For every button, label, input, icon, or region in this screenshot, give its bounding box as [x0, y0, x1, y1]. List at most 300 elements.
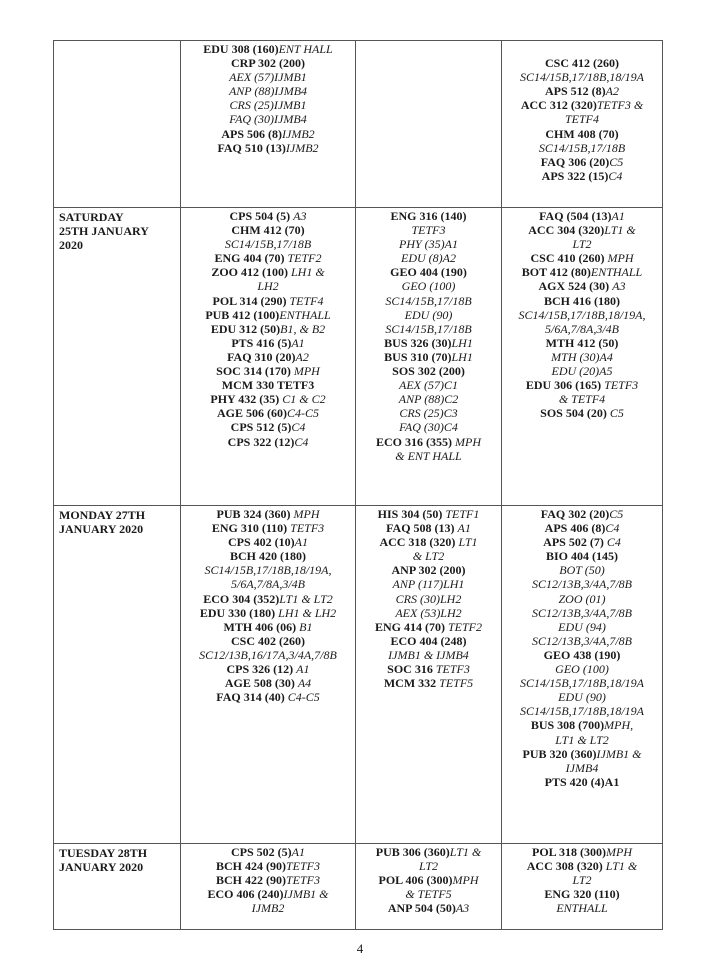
course-code: ECO 406 (240)	[207, 887, 284, 902]
venue-text: EDU (8)A2	[401, 251, 456, 266]
exam-entry-line	[183, 127, 353, 141]
venue-text: 5/6A,7/8A,3/4B	[231, 577, 305, 592]
session-cell	[502, 506, 663, 844]
exam-entry-line	[358, 648, 499, 662]
course-code: PUB 306 (360)	[375, 845, 450, 859]
course-code: ACC 312 (320)	[520, 98, 597, 113]
venue-text: IJMB1 & IJMB4	[388, 647, 469, 662]
venue-text: SC14/15B,17/18B	[224, 237, 312, 252]
session-cell	[181, 844, 356, 930]
exam-entry-line	[504, 141, 660, 155]
day-label-line: 2020	[59, 238, 83, 253]
day-cell	[54, 506, 181, 844]
exam-entry-line	[504, 676, 660, 690]
course-code: FAQ (504 (13)	[539, 209, 612, 223]
exam-entry-line	[504, 308, 660, 322]
course-code: PTS 420 (4)A1	[544, 774, 620, 789]
venue-text: A1	[296, 662, 310, 677]
exam-entry-line	[183, 84, 353, 98]
exam-entry-line	[504, 592, 660, 606]
exam-entry-line	[183, 676, 353, 690]
exam-entry-line	[504, 237, 660, 251]
exam-entry-line	[504, 662, 660, 676]
venue-text: C4	[605, 521, 620, 536]
exam-entry-line	[358, 620, 499, 634]
exam-entry-line	[183, 265, 353, 279]
exam-entry-line	[358, 873, 499, 887]
course-code: FAQ 302 (20)	[540, 507, 610, 521]
venue-text: TETF4	[289, 293, 324, 308]
course-code: ECO 404 (248)	[390, 633, 467, 648]
day-cell	[54, 208, 181, 506]
course-code: ENG 320 (110)	[544, 887, 620, 902]
exam-entry-line	[183, 549, 353, 563]
venue-text: IJMB1 &	[596, 746, 642, 761]
venue-text: C5	[609, 406, 624, 421]
venue-text: BOT (50)	[559, 563, 605, 578]
exam-entry-line	[504, 169, 660, 183]
exam-entry-line	[504, 392, 660, 406]
exam-entry-line	[358, 322, 499, 336]
exam-entry-line	[358, 237, 499, 251]
venue-text: IJMB1 &	[283, 887, 329, 902]
exam-entry-line	[504, 378, 660, 392]
venue-text: LH1	[451, 335, 473, 350]
venue-text: TETF3	[435, 662, 470, 677]
table-row	[54, 506, 663, 844]
exam-entry-line	[183, 322, 353, 336]
venue-text: C5	[609, 507, 624, 521]
venue-text: SC14/15B,17/18B	[538, 140, 626, 155]
exam-entry-line	[358, 251, 499, 265]
venue-text: TETF3	[411, 223, 446, 238]
course-code: PUB 320 (360)	[522, 746, 597, 761]
venue-text: AEX (57)C1	[399, 378, 458, 393]
venue-text: A1	[294, 535, 308, 550]
venue-text: CRS (30)LH2	[395, 591, 462, 606]
venue-text: EDU (90)	[404, 307, 453, 322]
session-cell	[181, 506, 356, 844]
venue-text: LT2	[572, 237, 592, 252]
course-code: PHY 432 (35)	[210, 392, 283, 407]
exam-entry-line	[358, 606, 499, 620]
course-code: CSC 402 (260)	[231, 633, 305, 648]
exam-entry-line	[183, 308, 353, 322]
exam-entry-line	[183, 873, 353, 887]
exam-entry-line	[504, 265, 660, 279]
exam-entry-line	[504, 322, 660, 336]
course-code: FAQ 314 (40)	[216, 690, 288, 705]
session-cell	[502, 208, 663, 506]
exam-entry-line	[358, 209, 499, 223]
course-code: ANP 302 (200)	[391, 563, 466, 578]
venue-text: C1 & C2	[282, 392, 326, 407]
exam-entry-line	[504, 577, 660, 591]
exam-entry-line	[504, 887, 660, 901]
day-label-line: JANUARY 2020	[59, 860, 144, 875]
venue-text: MPH	[452, 873, 479, 888]
course-code: CSC 412 (260)	[545, 56, 619, 71]
venue-text: A1	[457, 521, 471, 536]
venue-text: 5/6A,7/8A,3/4B	[545, 321, 619, 336]
venue-text: LT1 & LT2	[279, 591, 333, 606]
venue-text: TETF3	[285, 859, 320, 874]
venue-text: SC12/13B,3/4A,7/8B	[532, 605, 632, 620]
exam-entry-line	[183, 563, 353, 577]
exam-entry-line	[358, 294, 499, 308]
exam-entry-line	[358, 676, 499, 690]
table-row	[54, 844, 663, 930]
exam-entry-line	[183, 901, 353, 915]
exam-entry-line	[358, 279, 499, 293]
course-code: MTH 412 (50)	[545, 335, 619, 350]
exam-entry-line	[504, 901, 660, 915]
exam-entry-line	[183, 535, 353, 549]
exam-entry-line	[504, 336, 660, 350]
exam-entry-line	[183, 112, 353, 126]
exam-entry-line	[183, 223, 353, 237]
venue-text: LH2	[257, 279, 279, 294]
course-code: FAQ 310 (20)	[227, 349, 296, 364]
course-code: SOS 504 (20)	[540, 406, 610, 421]
venue-text: SC14/15B,17/18B	[385, 321, 472, 336]
venue-text: & LT2	[412, 549, 445, 564]
session-cell	[356, 844, 502, 930]
venue-text: TETF2	[287, 251, 322, 266]
exam-entry-line	[183, 392, 353, 406]
exam-entry-line	[504, 704, 660, 718]
course-code: POL 314 (290)	[212, 293, 290, 308]
exam-entry-line	[358, 592, 499, 606]
course-code: APS 322 (15)	[541, 168, 609, 183]
course-code: ACC 318 (320)	[379, 535, 459, 550]
exam-entry-line	[504, 507, 660, 521]
exam-entry-line	[183, 98, 353, 112]
exam-entry-line	[183, 859, 353, 873]
exam-entry-line	[358, 859, 499, 873]
exam-entry-line	[504, 294, 660, 308]
course-code: APS 502 (7)	[543, 535, 607, 550]
course-code: BCH 422 (90)	[215, 873, 286, 888]
course-code: POL 406 (300)	[378, 873, 453, 888]
venue-text: C4-C5	[287, 690, 320, 705]
exam-entry-line	[183, 378, 353, 392]
venue-text: IJMB2	[282, 126, 315, 141]
venue-text: CRS (25)C3	[399, 406, 458, 421]
exam-entry-line	[504, 350, 660, 364]
exam-entry-line	[183, 294, 353, 308]
session-cell	[502, 41, 663, 208]
exam-entry-line	[183, 350, 353, 364]
exam-entry-line	[358, 350, 499, 364]
course-code: SOC 316	[387, 662, 436, 677]
venue-text: MPH,	[604, 718, 634, 733]
venue-text: TETF5	[439, 676, 474, 691]
course-code: BUS 310 (70)	[384, 349, 452, 364]
course-code: MCM 330 TETF3	[221, 378, 315, 393]
exam-entry-line	[358, 535, 499, 549]
course-code: MCM 332	[383, 676, 440, 691]
course-code: ENG 404 (70)	[214, 251, 288, 266]
course-code: MTH 406 (06)	[223, 619, 300, 634]
venue-text: ENT HALL	[278, 42, 333, 56]
course-code: APS 512 (8)	[544, 84, 606, 99]
exam-entry-line	[504, 521, 660, 535]
exam-entry-line	[183, 70, 353, 84]
session-cell	[356, 41, 502, 208]
venue-text: ANP (117)LH1	[392, 577, 465, 592]
venue-text: SC14/15B,17/18B,18/19A	[520, 704, 644, 719]
course-code: AGE 506 (60)	[216, 406, 287, 421]
day-label-line: 25TH JANUARY	[59, 224, 149, 239]
course-code: ZOO 412 (100)	[211, 265, 291, 280]
exam-entry-line	[504, 98, 660, 112]
exam-entry-line	[504, 535, 660, 549]
exam-entry-line	[504, 42, 660, 56]
venue-text: LH1 &	[290, 265, 325, 280]
venue-text: C4	[294, 434, 309, 449]
venue-text: MPH	[293, 507, 320, 521]
exam-entry-line	[358, 308, 499, 322]
course-code: EDU 308 (160)	[203, 42, 279, 56]
exam-entry-line	[358, 420, 499, 434]
venue-text: SC14/15B,17/18B,18/19A	[520, 676, 644, 691]
venue-text: EDU (20)A5	[551, 364, 613, 379]
session-cell	[181, 41, 356, 208]
exam-entry-line	[504, 733, 660, 747]
day-cell	[54, 844, 181, 930]
exam-entry-line	[504, 873, 660, 887]
venue-text: CRS (25)IJMB1	[229, 98, 307, 113]
course-code: CHM 408 (70)	[545, 126, 619, 141]
course-code: SOS 302 (200)	[392, 364, 465, 379]
venue-text: C4	[608, 168, 623, 183]
venue-text: LT1 &	[605, 859, 638, 874]
venue-text: A1	[291, 335, 305, 350]
venue-text: LH1	[451, 349, 473, 364]
exam-entry-line	[504, 549, 660, 563]
exam-entry-line	[358, 392, 499, 406]
course-code: GEO 438 (190)	[543, 647, 621, 662]
course-code: BIO 404 (145)	[546, 549, 618, 564]
exam-entry-line	[504, 84, 660, 98]
exam-entry-line	[183, 620, 353, 634]
day-cell	[54, 41, 181, 208]
session-cell	[356, 506, 502, 844]
venue-text: A3	[612, 279, 626, 294]
exam-timetable	[53, 40, 663, 930]
exam-entry-line	[504, 209, 660, 223]
exam-entry-line	[358, 887, 499, 901]
exam-entry-line	[183, 887, 353, 901]
venue-text: ENTHALL	[556, 901, 608, 916]
venue-text: PHY (35)A1	[399, 237, 458, 252]
exam-entry-line	[358, 634, 499, 648]
exam-entry-line	[358, 507, 499, 521]
venue-text: TETF2	[447, 619, 482, 634]
exam-entry-line	[504, 845, 660, 859]
exam-entry-line	[358, 336, 499, 350]
exam-entry-line	[358, 364, 499, 378]
exam-entry-line	[358, 577, 499, 591]
course-code: CPS 326 (12)	[226, 662, 297, 677]
venue-text: ENTHALL	[279, 307, 331, 322]
exam-entry-line	[183, 56, 353, 70]
exam-entry-line	[504, 112, 660, 126]
day-label-line: JANUARY 2020	[59, 522, 144, 537]
course-code: PTS 416 (5)	[231, 335, 292, 350]
course-code: BUS 308 (700)	[530, 718, 605, 733]
venue-text: EDU (94)	[558, 619, 606, 634]
exam-entry-line	[504, 155, 660, 169]
exam-entry-line	[504, 563, 660, 577]
course-code: BOT 412 (80)	[521, 265, 591, 280]
exam-entry-line	[504, 406, 660, 420]
course-code: ACC 308 (320)	[526, 859, 606, 874]
course-code: POL 318 (300)	[532, 845, 606, 859]
course-code: ECO 304 (352)	[203, 591, 280, 606]
session-cell	[502, 844, 663, 930]
course-code: FAQ 306 (20)	[540, 154, 610, 169]
course-code: SOC 314 (170)	[216, 364, 294, 379]
course-code: APS 506 (8)	[221, 126, 282, 141]
venue-text: A1	[611, 209, 625, 223]
course-code: BCH 424 (90)	[215, 859, 286, 874]
exam-entry-line	[504, 127, 660, 141]
venue-text: TETF1	[445, 507, 480, 521]
venue-text: LT1 &	[604, 223, 636, 238]
exam-entry-line	[504, 634, 660, 648]
venue-text: AEX (57)IJMB1	[229, 70, 307, 85]
exam-entry-line	[504, 606, 660, 620]
venue-text: MPH	[607, 251, 634, 266]
exam-entry-line	[183, 845, 353, 859]
venue-text: C4	[606, 535, 621, 550]
exam-entry-line	[183, 141, 353, 155]
venue-text: ANP (88)C2	[398, 392, 459, 407]
venue-text: TETF3	[604, 378, 639, 393]
venue-text: A3	[455, 901, 470, 916]
exam-entry-line	[358, 521, 499, 535]
course-code: APS 406 (8)	[544, 521, 606, 536]
exam-entry-line	[358, 378, 499, 392]
venue-text: SC14/15B,17/18B,18/19A	[520, 70, 644, 85]
exam-entry-line	[183, 592, 353, 606]
exam-entry-line	[183, 364, 353, 378]
exam-entry-line	[504, 718, 660, 732]
exam-entry-line	[183, 237, 353, 251]
venue-text: LH1 & LH2	[278, 605, 337, 620]
venue-text: GEO (100)	[401, 279, 456, 294]
venue-text: C4-C5	[286, 406, 319, 421]
venue-text: FAQ (30)IJMB4	[229, 112, 307, 127]
venue-text: A3	[293, 209, 307, 223]
exam-entry-line	[183, 606, 353, 620]
day-label-line: TUESDAY 28TH	[59, 846, 148, 860]
venue-text: SC12/13B,3/4A,7/8B	[532, 577, 632, 592]
venue-text: A2	[295, 349, 309, 364]
course-code: AGX 524 (30)	[538, 279, 613, 294]
venue-text: TETF3	[285, 873, 320, 888]
venue-text: & TETF4	[558, 392, 606, 407]
course-code: BCH 420 (180)	[230, 549, 306, 564]
exam-entry-line	[358, 406, 499, 420]
course-code: FAQ 510 (13)	[217, 140, 286, 155]
course-code: EDU 312 (50)	[210, 321, 281, 336]
venue-text: B1	[299, 619, 313, 634]
course-code: PUB 412 (100)	[205, 307, 280, 322]
course-code: ACC 304 (320)	[528, 223, 605, 238]
venue-text: GEO (100)	[555, 662, 609, 677]
exam-entry-line	[358, 563, 499, 577]
venue-text: B1, & B2	[280, 321, 326, 336]
venue-text: SC14/15B,17/18B,18/19A,	[518, 307, 646, 322]
course-code: ENG 414 (70)	[374, 619, 448, 634]
exam-entry-line	[358, 435, 499, 449]
exam-entry-line	[504, 279, 660, 293]
course-code: EDU 306 (165)	[525, 378, 605, 393]
course-code: FAQ 508 (13)	[386, 521, 458, 536]
exam-entry-line	[504, 690, 660, 704]
course-code: CPS 502 (5)	[230, 845, 292, 859]
exam-entry-line	[183, 634, 353, 648]
venue-text: A1	[291, 845, 305, 859]
venue-text: IJMB2	[251, 901, 285, 916]
venue-text: C5	[609, 154, 624, 169]
course-code: CPS 402 (10)	[227, 535, 295, 550]
exam-entry-line	[504, 761, 660, 775]
exam-entry-line	[183, 209, 353, 223]
exam-entry-line	[358, 449, 499, 463]
exam-entry-line	[504, 251, 660, 265]
venue-text: MPH	[455, 434, 481, 449]
venue-text: SC14/15B,17/18B	[385, 293, 472, 308]
course-code: BCH 416 (180)	[544, 293, 620, 308]
exam-entry-line	[504, 859, 660, 873]
exam-entry-line	[183, 521, 353, 535]
exam-entry-line	[183, 420, 353, 434]
course-code: CRP 302 (200)	[231, 56, 305, 71]
venue-text: TETF4	[564, 112, 599, 127]
venue-text: LT1 & LT2	[555, 732, 609, 747]
course-code: GEO 404 (190)	[390, 265, 467, 280]
exam-entry-line	[358, 901, 499, 915]
course-code: CHM 412 (70)	[231, 223, 305, 238]
exam-entry-line	[183, 662, 353, 676]
exam-entry-line	[183, 42, 353, 56]
venue-text: MPH	[293, 364, 320, 379]
exam-entry-line	[504, 56, 660, 70]
exam-entry-line	[504, 364, 660, 378]
course-code: PUB 324 (360)	[216, 507, 294, 521]
exam-entry-line	[183, 251, 353, 265]
venue-text: IJMB2	[285, 140, 319, 155]
exam-entry-line	[358, 845, 499, 859]
course-code: CSC 410 (260)	[530, 251, 608, 266]
course-code: ANP 504 (50)	[387, 901, 456, 916]
table-row	[54, 41, 663, 208]
venue-text: MTH (30)A4	[551, 349, 613, 364]
exam-entry-line	[183, 336, 353, 350]
exam-entry-line	[183, 435, 353, 449]
venue-text: A2	[605, 84, 619, 99]
session-cell	[356, 208, 502, 506]
exam-entry-line	[504, 775, 660, 789]
course-code: ENG 316 (140)	[390, 209, 467, 223]
venue-text: TETF3 &	[596, 98, 644, 113]
exam-entry-line	[504, 620, 660, 634]
venue-text: IJMB4	[565, 760, 599, 775]
